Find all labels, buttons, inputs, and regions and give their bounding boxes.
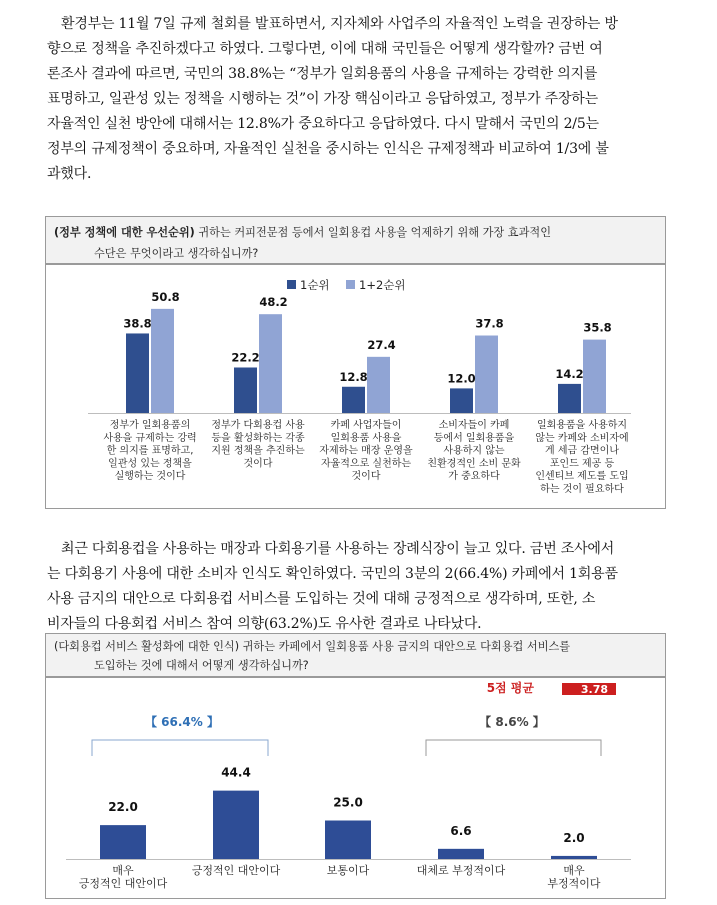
bar-rank1 bbox=[450, 388, 473, 413]
bar-rank1plus2 bbox=[367, 357, 390, 413]
value-label-rank1: 12.8 bbox=[339, 369, 368, 384]
paragraph-line: 는 다회용기 사용에 대한 소비자 인식도 확인하였다. 국민의 3분의 2(66.4%) 카페에서 1회용품 bbox=[47, 566, 618, 582]
category-label-line: 지원 정책을 추진하는 bbox=[211, 445, 305, 457]
positive-share-label: 【 66.4% 】 bbox=[145, 715, 219, 729]
category-label-line: 사용하지 않는 bbox=[443, 445, 505, 457]
category-label-line: 사용을 규제하는 강력 bbox=[103, 432, 197, 444]
average-value: 3.78 bbox=[580, 683, 608, 696]
bar-rank1plus2 bbox=[583, 340, 606, 413]
positive-bracket bbox=[92, 740, 268, 756]
category-label-line: 긍정적인 대안이다 bbox=[78, 877, 168, 890]
category-label-line: 부정적이다 bbox=[547, 877, 601, 890]
category-label bbox=[103, 418, 196, 482]
value-label-rank1: 22.2 bbox=[231, 350, 260, 365]
bar bbox=[100, 825, 146, 859]
category-label bbox=[427, 418, 521, 482]
bar-rank1 bbox=[234, 367, 257, 413]
paragraph-1 bbox=[47, 12, 673, 187]
paragraph-2 bbox=[47, 537, 673, 637]
value-label-rank1plus2: 35.8 bbox=[583, 320, 612, 335]
chart-legend bbox=[287, 278, 406, 292]
category-label-line: 대체로 부정적이다 bbox=[416, 864, 506, 877]
paragraph-line: 최근 다회용컵을 사용하는 매장과 다회용기를 사용하는 장례식장이 늘고 있다. 금번 조사에서 bbox=[61, 541, 615, 557]
perception-bar-chart bbox=[46, 678, 665, 898]
value-label: 25.0 bbox=[333, 795, 363, 810]
paragraph-line: 표명하고, 일관성 있는 정책을 시행하는 것”이 가장 핵심이라고 응답하였고, 정부가 주장하는 bbox=[47, 91, 598, 107]
paragraph-line: 환경부는 11월 7일 규제 철회를 발표하면서, 지자체와 사업주의 자율적인 노력을 권장하는 방 bbox=[61, 16, 618, 32]
bar-rank1 bbox=[342, 387, 365, 413]
category-label-line: 것이다 bbox=[351, 471, 381, 483]
question-text: 귀하는 커피전문점 등에서 일회용컵 사용을 억제하기 위해 가장 효과적인 bbox=[194, 226, 552, 239]
category-label-line: 자제하는 매장 운영을 bbox=[319, 445, 413, 457]
category-label-line: 가 중요하다 bbox=[448, 471, 500, 483]
category-label-line: 일회용품 사용을 bbox=[330, 432, 402, 444]
value-label: 22.0 bbox=[108, 800, 138, 815]
legend-swatch-1 bbox=[287, 280, 296, 289]
paragraph-line: 과했다. bbox=[47, 166, 92, 182]
category-label bbox=[417, 863, 506, 877]
legend-label-1: 1순위 bbox=[300, 278, 330, 292]
question-line: 도입하는 것에 대해서 어떻게 생각하십니까? bbox=[94, 659, 309, 672]
category-label-line: 포인드 제공 등 bbox=[549, 458, 615, 470]
chart-box-1 bbox=[45, 264, 666, 509]
category-label-line: 매우 bbox=[112, 864, 134, 877]
average-label: 5점 평균 bbox=[486, 681, 534, 695]
bar bbox=[551, 856, 597, 859]
category-label-line: 보통이다 bbox=[326, 864, 370, 877]
value-label-rank1plus2: 27.4 bbox=[367, 337, 396, 352]
category-label-line: 자율적으로 실천하는 bbox=[320, 458, 412, 470]
category-label-line: 카페 사업자들이 bbox=[330, 420, 402, 431]
category-label bbox=[327, 863, 370, 877]
category-label-line: 않는 카페와 소비자에 bbox=[535, 432, 629, 444]
category-label-line: 실행하는 것이다 bbox=[114, 471, 186, 483]
question-box-1 bbox=[45, 216, 666, 264]
value-label: 6.6 bbox=[450, 823, 472, 838]
bar bbox=[325, 821, 371, 860]
category-label bbox=[319, 418, 413, 482]
category-label-line: 소비자들이 카페 bbox=[438, 420, 510, 431]
paragraph-line: 자율적인 실천 방안에 대해서는 12.8%가 중요하다고 응답하였다. 다시 말해서 국민의 2/5는 bbox=[47, 116, 599, 132]
value-label-rank1: 14.2 bbox=[555, 366, 584, 381]
category-label-line: 것이다 bbox=[243, 458, 273, 470]
legend-swatch-2 bbox=[346, 280, 355, 289]
question-tag: (정부 정책에 대한 우선순위) bbox=[54, 226, 195, 239]
bar-rank1 bbox=[126, 333, 149, 413]
category-label-line: 정부가 일회용품의 bbox=[109, 420, 191, 431]
category-label-line: 등을 활성화하는 각종 bbox=[211, 432, 305, 444]
category-label-line: 게 세금 감면이나 bbox=[545, 445, 619, 457]
negative-share-label: 【 8.6% 】 bbox=[479, 715, 545, 729]
bar bbox=[438, 849, 484, 859]
category-label-line: 하는 것이 필요하다 bbox=[540, 484, 624, 495]
category-label-line: 친환경적인 소비 문화 bbox=[427, 458, 521, 470]
category-label-line: 등에서 일회용품을 bbox=[433, 432, 515, 444]
value-label: 44.4 bbox=[221, 765, 251, 780]
category-label bbox=[535, 418, 628, 495]
question-line: (다회용컵 서비스 활성화에 대한 인식) 귀하는 카페에서 일회용품 사용 금지의 대안으로 다회용컵 서비스를 bbox=[54, 640, 571, 653]
negative-bracket bbox=[426, 740, 601, 756]
bar-rank1plus2 bbox=[475, 336, 498, 413]
legend-label-2: 1+2순위 bbox=[359, 278, 406, 292]
question-box-2 bbox=[45, 633, 666, 677]
bar-rank1plus2 bbox=[151, 309, 174, 413]
category-label-line: 한 의지를 표명하고, bbox=[106, 445, 194, 457]
category-label-line: 긍정적인 대안이다 bbox=[191, 864, 281, 877]
value-label-rank1plus2: 48.2 bbox=[259, 295, 288, 310]
category-label bbox=[547, 863, 601, 890]
paragraph-line: 비자들의 다용회컵 서비스 참여 의향(63.2%)도 유사한 결과로 나타났다. bbox=[47, 616, 482, 632]
value-label: 2.0 bbox=[563, 830, 585, 845]
category-label-line: 매우 bbox=[563, 864, 585, 877]
category-label bbox=[79, 863, 168, 890]
paragraph-line: 정부의 규제정책이 중요하며, 자율적인 실천을 중시하는 인식은 규제정책과 비교하여 1/3에 불 bbox=[47, 141, 609, 157]
category-label-line: 인센티브 제도를 도입 bbox=[535, 471, 629, 483]
value-label-rank1plus2: 37.8 bbox=[475, 316, 504, 331]
chart-box-2 bbox=[45, 677, 666, 899]
question-line: 수단은 무엇이라고 생각하십니까? bbox=[94, 247, 259, 260]
question-line bbox=[54, 222, 657, 243]
value-label-rank1: 38.8 bbox=[123, 316, 152, 331]
value-label-rank1plus2: 50.8 bbox=[151, 289, 180, 304]
category-label-line: 일관성 있는 정책을 bbox=[108, 458, 192, 470]
category-label bbox=[192, 863, 281, 877]
paragraph-line: 론조사 결과에 따르면, 국민의 38.8%는 “정부가 일회용품의 사용을 규제하는 강력한 의지를 bbox=[47, 66, 598, 82]
paragraph-line: 향으로 정책을 추진하겠다고 하였다. 그렇다면, 이에 대해 국민들은 어떻게 생각할까? 금번 여 bbox=[47, 41, 603, 57]
category-label-line: 일회용품을 사용하지 bbox=[536, 420, 628, 431]
bar-rank1plus2 bbox=[259, 314, 282, 413]
paragraph-line: 사용 금지의 대안으로 다회용컵 서비스를 도입하는 것에 대해 긍정적으로 생각하며, 또한, 소 bbox=[47, 591, 596, 607]
category-label-line: 정부가 다회용컵 사용 bbox=[211, 420, 305, 431]
value-label-rank1: 12.0 bbox=[447, 371, 476, 386]
bar-rank1 bbox=[558, 384, 581, 413]
category-label bbox=[211, 418, 305, 469]
bar bbox=[213, 791, 259, 859]
priority-bar-chart bbox=[46, 265, 665, 508]
